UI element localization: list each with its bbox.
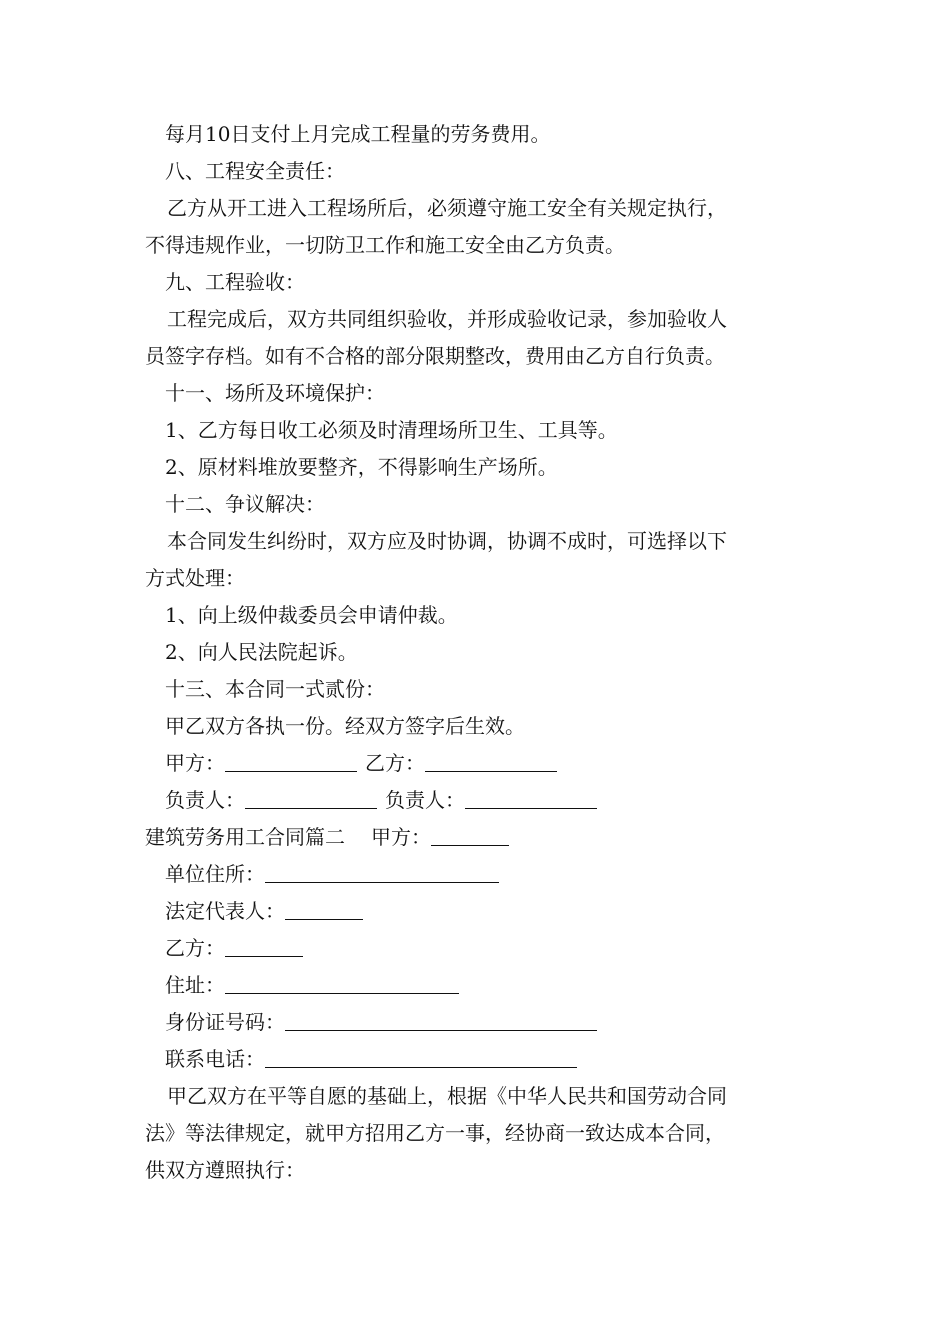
section2-party-a-label: 甲方： xyxy=(371,825,431,849)
list-item: 2、原材料堆放要整齐，不得影响生产场所。 xyxy=(165,455,558,479)
responsible-a-label: 负责人： xyxy=(165,788,245,812)
text-line: 每月10日支付上月完成工程量的劳务费用。 xyxy=(165,122,551,146)
unit-address-line xyxy=(145,856,805,893)
id-number-line xyxy=(145,1004,805,1041)
text-line: 法》等法律规定，就甲方招用乙方一事，经协商一致达成本合同， xyxy=(145,1121,725,1145)
party-a-blank[interactable] xyxy=(225,748,357,772)
text-line: 甲乙双方各执一份。经双方签字后生效。 xyxy=(165,714,525,738)
text-line: 本合同发生纠纷时，双方应及时协调，协调不成时，可选择以下 xyxy=(167,529,727,553)
party-b2-blank[interactable] xyxy=(225,933,303,957)
text-line: 乙方从开工进入工程场所后，必须遵守施工安全有关规定执行， xyxy=(167,196,727,220)
party-b-blank[interactable] xyxy=(425,748,557,772)
party-b-label: 乙方： xyxy=(365,751,425,775)
party-a-label: 甲方： xyxy=(165,751,225,775)
id-number-blank[interactable] xyxy=(285,1007,597,1031)
section-heading: 九、工程验收： xyxy=(165,270,305,294)
document-body xyxy=(145,116,805,1189)
legal-rep-line xyxy=(145,893,805,930)
section-heading: 十一、场所及环境保护： xyxy=(165,381,385,405)
unit-address-blank[interactable] xyxy=(265,859,499,883)
signature-line-parties xyxy=(145,745,805,782)
section-heading: 八、工程安全责任： xyxy=(165,159,345,183)
party-b2-label: 乙方： xyxy=(165,936,225,960)
signature-line-responsible xyxy=(145,782,805,819)
party-b2-line xyxy=(145,930,805,967)
responsible-b-label: 负责人： xyxy=(385,788,465,812)
responsible-b-blank[interactable] xyxy=(465,785,597,809)
list-item: 1、乙方每日收工必须及时清理场所卫生、工具等。 xyxy=(165,418,618,442)
text-line: 工程完成后，双方共同组织验收，并形成验收记录，参加验收人 xyxy=(167,307,727,331)
text-line: 甲乙双方在平等自愿的基础上，根据《中华人民共和国劳动合同 xyxy=(167,1084,727,1108)
text-line: 员签字存档。如有不合格的部分限期整改，费用由乙方自行负责。 xyxy=(145,344,725,368)
section2-heading-line xyxy=(145,819,805,856)
address-line xyxy=(145,967,805,1004)
phone-blank[interactable] xyxy=(265,1044,577,1068)
text-line: 方式处理： xyxy=(145,566,245,590)
phone-line xyxy=(145,1041,805,1078)
phone-label: 联系电话： xyxy=(165,1047,265,1071)
address-blank[interactable] xyxy=(225,970,459,994)
legal-rep-blank[interactable] xyxy=(285,896,363,920)
text-line: 不得违规作业，一切防卫工作和施工安全由乙方负责。 xyxy=(145,233,625,257)
section2-title: 建筑劳务用工合同篇二 xyxy=(145,825,345,849)
list-item: 2、向人民法院起诉。 xyxy=(165,640,358,664)
responsible-a-blank[interactable] xyxy=(245,785,377,809)
id-number-label: 身份证号码： xyxy=(165,1010,285,1034)
section-heading: 十二、争议解决： xyxy=(165,492,325,516)
legal-rep-label: 法定代表人： xyxy=(165,899,285,923)
section2-party-a-blank[interactable] xyxy=(431,822,509,846)
address-label: 住址： xyxy=(165,973,225,997)
section-heading: 十三、本合同一式贰份： xyxy=(165,677,385,701)
list-item: 1、向上级仲裁委员会申请仲裁。 xyxy=(165,603,458,627)
text-line: 供双方遵照执行： xyxy=(145,1158,305,1182)
unit-address-label: 单位住所： xyxy=(165,862,265,886)
